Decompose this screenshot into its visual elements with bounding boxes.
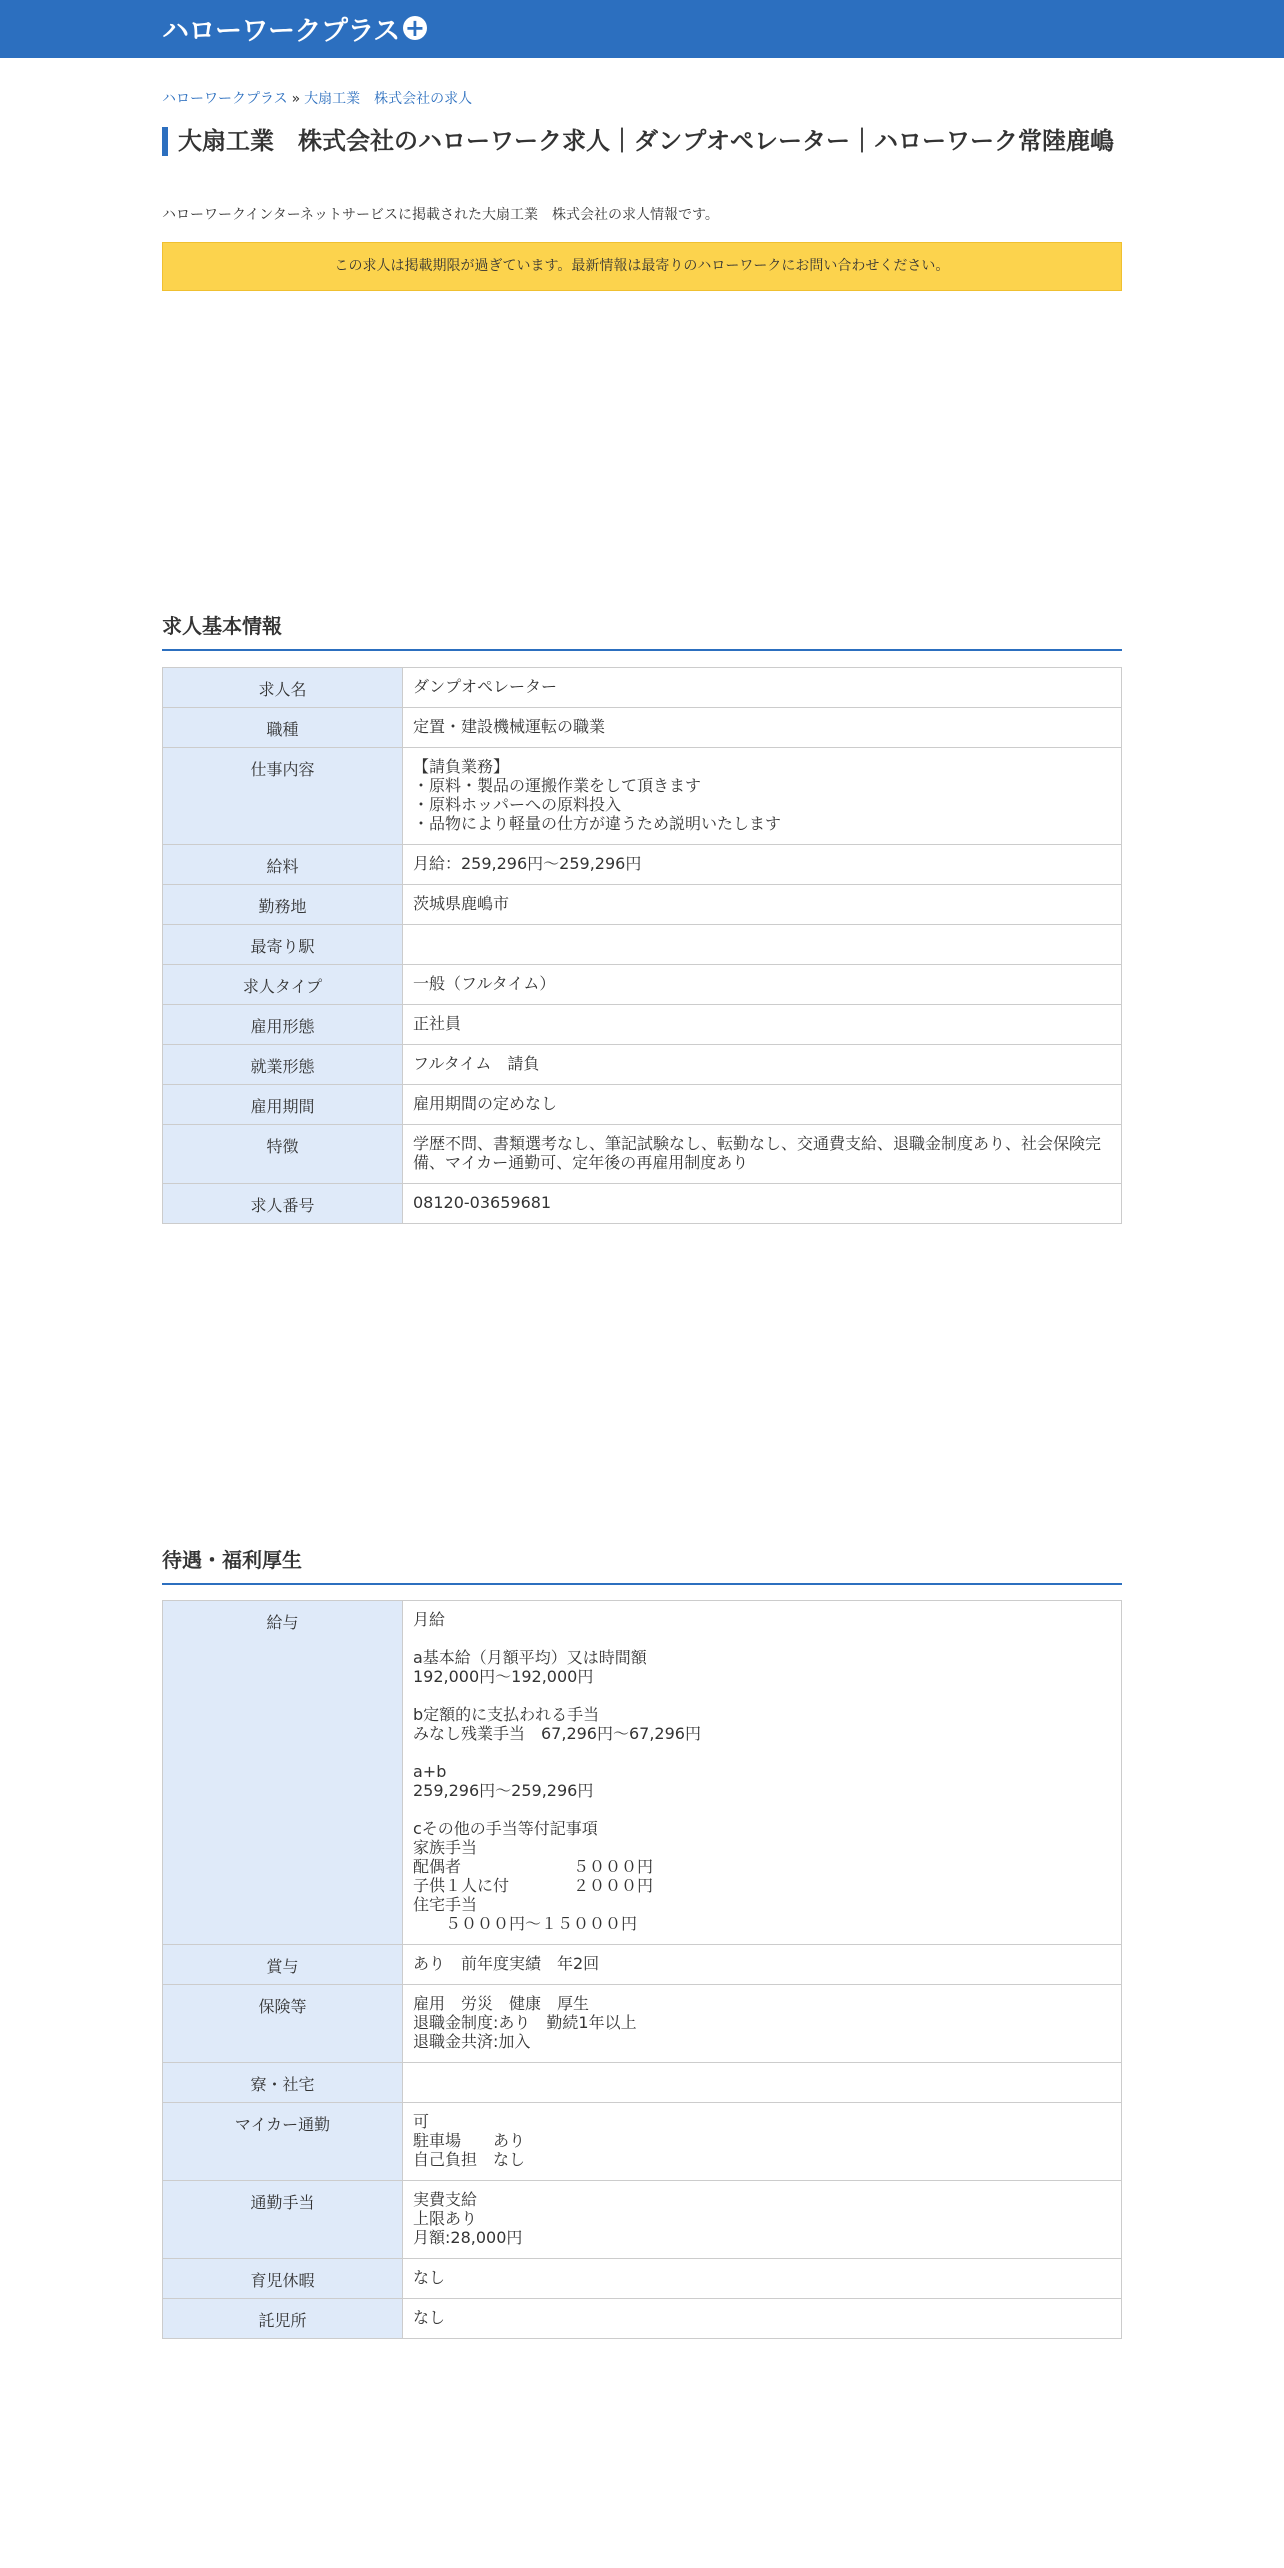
- table-row: [163, 965, 1122, 1005]
- row-label: 給与: [163, 1601, 403, 1945]
- row-value: 【請負業務】 ・原料・製品の運搬作業をして頂きます ・原料ホッパーへの原料投入 ・品物により軽量の仕方が違うため説明いたします: [403, 748, 1122, 845]
- row-value: 一般（フルタイム）: [403, 965, 1122, 1005]
- page-title-block: [162, 127, 1122, 156]
- benefits-heading: 待遇・福利厚生: [162, 1544, 1122, 1585]
- table-row: [163, 1125, 1122, 1184]
- site-logo[interactable]: [162, 10, 427, 46]
- breadcrumb-company-link[interactable]: 大扇工業 株式会社の求人: [304, 91, 473, 107]
- row-label: 最寄り駅: [163, 925, 403, 965]
- row-label: 通勤手当: [163, 2181, 403, 2259]
- page-intro: ハローワークインターネットサービスに掲載された大扇工業 株式会社の求人情報です。: [162, 207, 719, 223]
- row-label: 保険等: [163, 1985, 403, 2063]
- basic-info-table: [162, 667, 1122, 1224]
- breadcrumb-separator: »: [291, 91, 301, 107]
- basic-info-heading: 求人基本情報: [162, 610, 1122, 651]
- row-value: 定置・建設機械運転の職業: [403, 708, 1122, 748]
- row-value: 月給 a基本給（月額平均）又は時間額 192,000円～192,000円 b定額的に支払われる手当 みなし残業手当 67,296円～67,296円 a+b 259,296円～259,296円 cその他の手当等付記事項 家族手当 配偶者 ５０００円 子供１人に付 ２０００円 住宅手当 ５０００円～１５０００円: [403, 1601, 1122, 1945]
- plus-circle-icon: +: [403, 16, 427, 40]
- table-row: [163, 845, 1122, 885]
- row-label: 求人タイプ: [163, 965, 403, 1005]
- row-label: 就業形態: [163, 1045, 403, 1085]
- table-row: [163, 2063, 1122, 2103]
- table-row: [163, 748, 1122, 845]
- row-value: 可 駐車場 あり 自己負担 なし: [403, 2103, 1122, 2181]
- page-title: 大扇工業 株式会社のハローワーク求人｜ダンプオペレーター｜ハローワーク常陸鹿嶋: [178, 127, 1114, 155]
- row-label: 育児休暇: [163, 2259, 403, 2299]
- row-label: 特徴: [163, 1125, 403, 1184]
- row-label: 勤務地: [163, 885, 403, 925]
- table-row: [163, 885, 1122, 925]
- row-value: 正社員: [403, 1005, 1122, 1045]
- table-row: [163, 1085, 1122, 1125]
- table-row: [163, 2259, 1122, 2299]
- row-value: 学歴不問、書類選考なし、筆記試験なし、転勤なし、交通費支給、退職金制度あり、社会保険完備、マイカー通勤可、定年後の再雇用制度あり: [403, 1125, 1122, 1184]
- breadcrumb: [162, 88, 472, 108]
- table-row: [163, 925, 1122, 965]
- row-label: 寮・社宅: [163, 2063, 403, 2103]
- benefits-table: [162, 1600, 1122, 2339]
- table-row: [163, 2299, 1122, 2339]
- row-value: なし: [403, 2259, 1122, 2299]
- row-value: 雇用 労災 健康 厚生 退職金制度:あり 勤続1年以上 退職金共済:加入: [403, 1985, 1122, 2063]
- row-value: [403, 925, 1122, 965]
- row-label: マイカー通勤: [163, 2103, 403, 2181]
- table-row: [163, 2103, 1122, 2181]
- row-value: フルタイム 請負: [403, 1045, 1122, 1085]
- row-label: 雇用形態: [163, 1005, 403, 1045]
- table-row: [163, 1945, 1122, 1985]
- row-value: 08120-03659681: [403, 1184, 1122, 1224]
- table-row: [163, 1045, 1122, 1085]
- row-label: 求人名: [163, 668, 403, 708]
- row-value: あり 前年度実績 年2回: [403, 1945, 1122, 1985]
- row-label: 求人番号: [163, 1184, 403, 1224]
- row-value: ダンプオペレーター: [403, 668, 1122, 708]
- site-header: [0, 0, 1284, 58]
- expired-notice: この求人は掲載期限が過ぎています。最新情報は最寄りのハローワークにお問い合わせください。: [162, 242, 1122, 291]
- row-value: 実費支給 上限あり 月額:28,000円: [403, 2181, 1122, 2259]
- table-row: [163, 668, 1122, 708]
- table-row: [163, 1601, 1122, 1945]
- row-value: 雇用期間の定めなし: [403, 1085, 1122, 1125]
- row-value: 茨城県鹿嶋市: [403, 885, 1122, 925]
- logo-text: ハローワークプラス: [162, 15, 400, 47]
- row-label: 職種: [163, 708, 403, 748]
- row-label: 賞与: [163, 1945, 403, 1985]
- table-row: [163, 1985, 1122, 2063]
- row-value: なし: [403, 2299, 1122, 2339]
- row-label: 託児所: [163, 2299, 403, 2339]
- row-label: 雇用期間: [163, 1085, 403, 1125]
- table-row: [163, 1005, 1122, 1045]
- table-row: [163, 1184, 1122, 1224]
- row-value: [403, 2063, 1122, 2103]
- row-value: 月給：259,296円～259,296円: [403, 845, 1122, 885]
- row-label: 仕事内容: [163, 748, 403, 845]
- row-label: 給料: [163, 845, 403, 885]
- breadcrumb-home-link[interactable]: ハローワークプラス: [162, 91, 288, 107]
- table-row: [163, 708, 1122, 748]
- table-row: [163, 2181, 1122, 2259]
